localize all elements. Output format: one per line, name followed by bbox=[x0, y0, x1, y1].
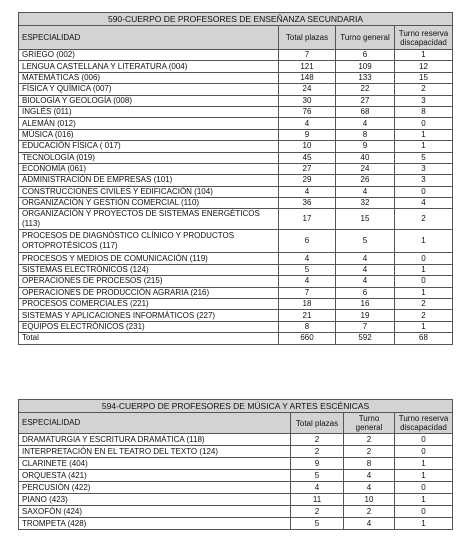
table-row bbox=[19, 264, 453, 275]
turno-reserva-cell: 8 bbox=[395, 106, 453, 117]
total-plazas-cell: 660 bbox=[279, 333, 336, 344]
especialidad-cell: PROCESOS DE DIAGNÓSTICO CLÍNICO Y PRODUCTOS ORTOPROTÉSICOS (117) bbox=[19, 230, 279, 253]
especialidad-cell: CLARINETE (404) bbox=[19, 458, 291, 470]
turno-general-cell: 2 bbox=[344, 434, 395, 446]
turno-reserva-cell: 1 bbox=[395, 230, 453, 253]
turno-general-cell: 15 bbox=[336, 209, 395, 230]
especialidad-cell: EDUCACIÓN FÍSICA ( 017) bbox=[19, 141, 279, 152]
total-plazas-cell: 27 bbox=[279, 163, 336, 174]
especialidad-cell: TROMPETA (428) bbox=[19, 518, 291, 530]
turno-general-cell: 4 bbox=[344, 470, 395, 482]
especialidad-cell: GRIEGO (002) bbox=[19, 50, 279, 61]
total-plazas-cell: 21 bbox=[279, 310, 336, 321]
table-row bbox=[19, 310, 453, 321]
table-row bbox=[19, 470, 453, 482]
turno-general-cell: 6 bbox=[336, 287, 395, 298]
turno-reserva-cell: 1 bbox=[395, 287, 453, 298]
total-plazas-cell: 5 bbox=[291, 518, 344, 530]
total-plazas-cell: 18 bbox=[279, 299, 336, 310]
turno-reserva-cell: 1 bbox=[395, 470, 453, 482]
turno-general-cell: 24 bbox=[336, 163, 395, 174]
turno-general-cell: 9 bbox=[336, 141, 395, 152]
total-plazas-cell: 4 bbox=[279, 118, 336, 129]
table-row bbox=[19, 141, 453, 152]
especialidad-cell: ORQUESTA (421) bbox=[19, 470, 291, 482]
total-plazas-cell: 29 bbox=[279, 175, 336, 186]
especialidad-cell: SISTEMAS Y APLICACIONES INFORMÁTICOS (227) bbox=[19, 310, 279, 321]
total-plazas-cell: 7 bbox=[279, 50, 336, 61]
especialidad-cell: Total bbox=[19, 333, 279, 344]
turno-general-cell: 4 bbox=[336, 276, 395, 287]
turno-general-cell: 133 bbox=[336, 72, 395, 83]
turno-reserva-cell: 1 bbox=[395, 129, 453, 140]
table-row bbox=[19, 152, 453, 163]
table-row bbox=[19, 287, 453, 298]
total-plazas-cell: 36 bbox=[279, 198, 336, 209]
turno-reserva-cell: 0 bbox=[395, 482, 453, 494]
total-plazas-cell: 2 bbox=[291, 434, 344, 446]
turno-general-cell: 22 bbox=[336, 84, 395, 95]
total-plazas-cell: 11 bbox=[291, 494, 344, 506]
table-row bbox=[19, 186, 453, 197]
turno-reserva-cell: 1 bbox=[395, 518, 453, 530]
especialidad-cell: INTERPRETACIÓN EN EL TEATRO DEL TEXTO (124) bbox=[19, 446, 291, 458]
table-row bbox=[19, 506, 453, 518]
table-row bbox=[19, 458, 453, 470]
especialidad-cell: PIANO (423) bbox=[19, 494, 291, 506]
especialidad-cell: OPERACIONES DE PROCESOS (215) bbox=[19, 276, 279, 287]
especialidad-cell: MÚSICA (016) bbox=[19, 129, 279, 140]
total-plazas-cell: 5 bbox=[279, 264, 336, 275]
turno-general-cell: 68 bbox=[336, 106, 395, 117]
table-row bbox=[19, 175, 453, 186]
turno-reserva-cell: 2 bbox=[395, 209, 453, 230]
table-row bbox=[19, 106, 453, 117]
total-plazas-cell: 9 bbox=[279, 129, 336, 140]
especialidad-cell: PROCESOS Y MEDIOS DE COMUNICACIÓN (119) bbox=[19, 253, 279, 264]
turno-general-cell: 40 bbox=[336, 152, 395, 163]
especialidad-cell: BIOLOGÍA Y GEOLOGÍA (008) bbox=[19, 95, 279, 106]
turno-general-cell: 4 bbox=[344, 482, 395, 494]
turno-reserva-cell: 0 bbox=[395, 186, 453, 197]
table-row bbox=[19, 163, 453, 174]
turno-reserva-cell: 0 bbox=[395, 118, 453, 129]
turno-reserva-cell: 0 bbox=[395, 446, 453, 458]
especialidad-cell: SISTEMAS ELECTRÓNICOS (124) bbox=[19, 264, 279, 275]
turno-reserva-cell: 3 bbox=[395, 95, 453, 106]
table-row bbox=[19, 95, 453, 106]
table-row bbox=[19, 494, 453, 506]
especialidad-cell: SAXOFÓN (424) bbox=[19, 506, 291, 518]
turno-reserva-cell: 1 bbox=[395, 264, 453, 275]
turno-general-cell: 8 bbox=[344, 458, 395, 470]
turno-general-cell: 19 bbox=[336, 310, 395, 321]
turno-reserva-cell: 1 bbox=[395, 50, 453, 61]
total-plazas-cell: 45 bbox=[279, 152, 336, 163]
total-plazas-cell: 4 bbox=[279, 186, 336, 197]
total-plazas-cell: 10 bbox=[279, 141, 336, 152]
total-plazas-cell: 4 bbox=[291, 482, 344, 494]
especialidad-cell: ORGANIZACIÓN Y GESTIÓN COMERCIAL (110) bbox=[19, 198, 279, 209]
col-header-total-plazas: Total plazas bbox=[279, 26, 336, 50]
table-row bbox=[19, 129, 453, 140]
table-row bbox=[19, 118, 453, 129]
turno-reserva-cell: 68 bbox=[395, 333, 453, 344]
total-plazas-cell: 8 bbox=[279, 321, 336, 332]
turno-reserva-cell: 1 bbox=[395, 458, 453, 470]
turno-reserva-cell: 12 bbox=[395, 61, 453, 72]
especialidad-cell: CONSTRUCCIONES CIVILES Y EDIFICACIÓN (104) bbox=[19, 186, 279, 197]
especialidad-cell: LENGUA CASTELLANA Y LITERATURA (004) bbox=[19, 61, 279, 72]
turno-reserva-cell: 2 bbox=[395, 84, 453, 95]
turno-general-cell: 32 bbox=[336, 198, 395, 209]
turno-reserva-cell: 1 bbox=[395, 494, 453, 506]
col-header-total-plazas: Total plazas bbox=[291, 413, 344, 434]
header-row bbox=[19, 413, 453, 434]
turno-general-cell: 27 bbox=[336, 95, 395, 106]
turno-general-cell: 4 bbox=[336, 253, 395, 264]
especialidad-cell: TECNOLOGÍA (019) bbox=[19, 152, 279, 163]
turno-general-cell: 26 bbox=[336, 175, 395, 186]
especialidad-cell: ORGANIZACIÓN Y PROYECTOS DE SISTEMAS ENERGÉTICOS (113) bbox=[19, 209, 279, 230]
total-plazas-cell: 76 bbox=[279, 106, 336, 117]
table-row bbox=[19, 253, 453, 264]
total-plazas-cell: 30 bbox=[279, 95, 336, 106]
especialidad-cell: FÍSICA Y QUÍMICA (007) bbox=[19, 84, 279, 95]
total-plazas-cell: 4 bbox=[279, 276, 336, 287]
especialidad-cell: PERCUSIÓN (422) bbox=[19, 482, 291, 494]
col-header-turno-general: Turno general bbox=[344, 413, 395, 434]
table-title: 594-CUERPO DE PROFESORES DE MÚSICA Y ARTES ESCÉNICAS bbox=[19, 400, 453, 413]
turno-reserva-cell: 1 bbox=[395, 141, 453, 152]
table-row bbox=[19, 321, 453, 332]
turno-reserva-cell: 0 bbox=[395, 276, 453, 287]
especialidad-cell: INGLÉS (011) bbox=[19, 106, 279, 117]
turno-general-cell: 4 bbox=[344, 518, 395, 530]
especialidad-cell: ALEMÁN (012) bbox=[19, 118, 279, 129]
especialidad-cell: ADMINISTRACIÓN DE EMPRESAS (101) bbox=[19, 175, 279, 186]
table-title: 590-CUERPO DE PROFESORES DE ENSEÑANZA SECUNDARIA bbox=[19, 13, 453, 26]
col-header-turno-general: Turno general bbox=[336, 26, 395, 50]
total-plazas-cell: 7 bbox=[279, 287, 336, 298]
header-row bbox=[19, 26, 453, 50]
total-plazas-cell: 2 bbox=[291, 506, 344, 518]
total-plazas-cell: 9 bbox=[291, 458, 344, 470]
table-row bbox=[19, 50, 453, 61]
col-header-turno-reserva: Turno reserva discapacidad bbox=[395, 26, 453, 50]
table-row bbox=[19, 434, 453, 446]
table-secundaria bbox=[18, 12, 453, 345]
especialidad-cell: PROCESOS COMERCIALES (221) bbox=[19, 299, 279, 310]
turno-general-cell: 4 bbox=[336, 186, 395, 197]
turno-reserva-cell: 5 bbox=[395, 152, 453, 163]
turno-general-cell: 2 bbox=[344, 446, 395, 458]
total-plazas-cell: 5 bbox=[291, 470, 344, 482]
table-row bbox=[19, 198, 453, 209]
col-header-especialidad: ESPECIALIDAD bbox=[19, 413, 291, 434]
table-row bbox=[19, 482, 453, 494]
turno-reserva-cell: 2 bbox=[395, 310, 453, 321]
table-row bbox=[19, 61, 453, 72]
turno-general-cell: 16 bbox=[336, 299, 395, 310]
turno-reserva-cell: 3 bbox=[395, 163, 453, 174]
table-row bbox=[19, 276, 453, 287]
especialidad-cell: EQUIPOS ELECTRÓNICOS (231) bbox=[19, 321, 279, 332]
turno-general-cell: 5 bbox=[336, 230, 395, 253]
turno-general-cell: 6 bbox=[336, 50, 395, 61]
turno-general-cell: 4 bbox=[336, 118, 395, 129]
total-plazas-cell: 148 bbox=[279, 72, 336, 83]
especialidad-cell: OPERACIONES DE PRODUCCIÓN AGRARIA (216) bbox=[19, 287, 279, 298]
turno-reserva-cell: 4 bbox=[395, 198, 453, 209]
turno-general-cell: 10 bbox=[344, 494, 395, 506]
total-plazas-cell: 6 bbox=[279, 230, 336, 253]
turno-reserva-cell: 0 bbox=[395, 506, 453, 518]
turno-general-cell: 592 bbox=[336, 333, 395, 344]
especialidad-cell: MATEMÁTICAS (006) bbox=[19, 72, 279, 83]
especialidad-cell: ECONOMÍA (061) bbox=[19, 163, 279, 174]
table-row bbox=[19, 518, 453, 530]
turno-general-cell: 4 bbox=[336, 264, 395, 275]
table-row bbox=[19, 72, 453, 83]
total-plazas-cell: 2 bbox=[291, 446, 344, 458]
turno-reserva-cell: 15 bbox=[395, 72, 453, 83]
turno-reserva-cell: 0 bbox=[395, 434, 453, 446]
turno-reserva-cell: 3 bbox=[395, 175, 453, 186]
turno-reserva-cell: 2 bbox=[395, 299, 453, 310]
especialidad-cell: DRAMATURGIA Y ESCRITURA DRAMÁTICA (118) bbox=[19, 434, 291, 446]
table-row bbox=[19, 333, 453, 344]
total-plazas-cell: 121 bbox=[279, 61, 336, 72]
turno-reserva-cell: 0 bbox=[395, 253, 453, 264]
total-plazas-cell: 17 bbox=[279, 209, 336, 230]
turno-general-cell: 109 bbox=[336, 61, 395, 72]
table-musica-artes-escenicas bbox=[18, 399, 453, 530]
turno-general-cell: 2 bbox=[344, 506, 395, 518]
col-header-especialidad: ESPECIALIDAD bbox=[19, 26, 279, 50]
col-header-turno-reserva: Turno reserva discapacidad bbox=[395, 413, 453, 434]
turno-reserva-cell: 1 bbox=[395, 321, 453, 332]
turno-general-cell: 7 bbox=[336, 321, 395, 332]
table-row bbox=[19, 230, 453, 253]
table-row bbox=[19, 299, 453, 310]
table-row bbox=[19, 84, 453, 95]
total-plazas-cell: 4 bbox=[279, 253, 336, 264]
table-row bbox=[19, 209, 453, 230]
turno-general-cell: 8 bbox=[336, 129, 395, 140]
total-plazas-cell: 24 bbox=[279, 84, 336, 95]
table-row bbox=[19, 446, 453, 458]
